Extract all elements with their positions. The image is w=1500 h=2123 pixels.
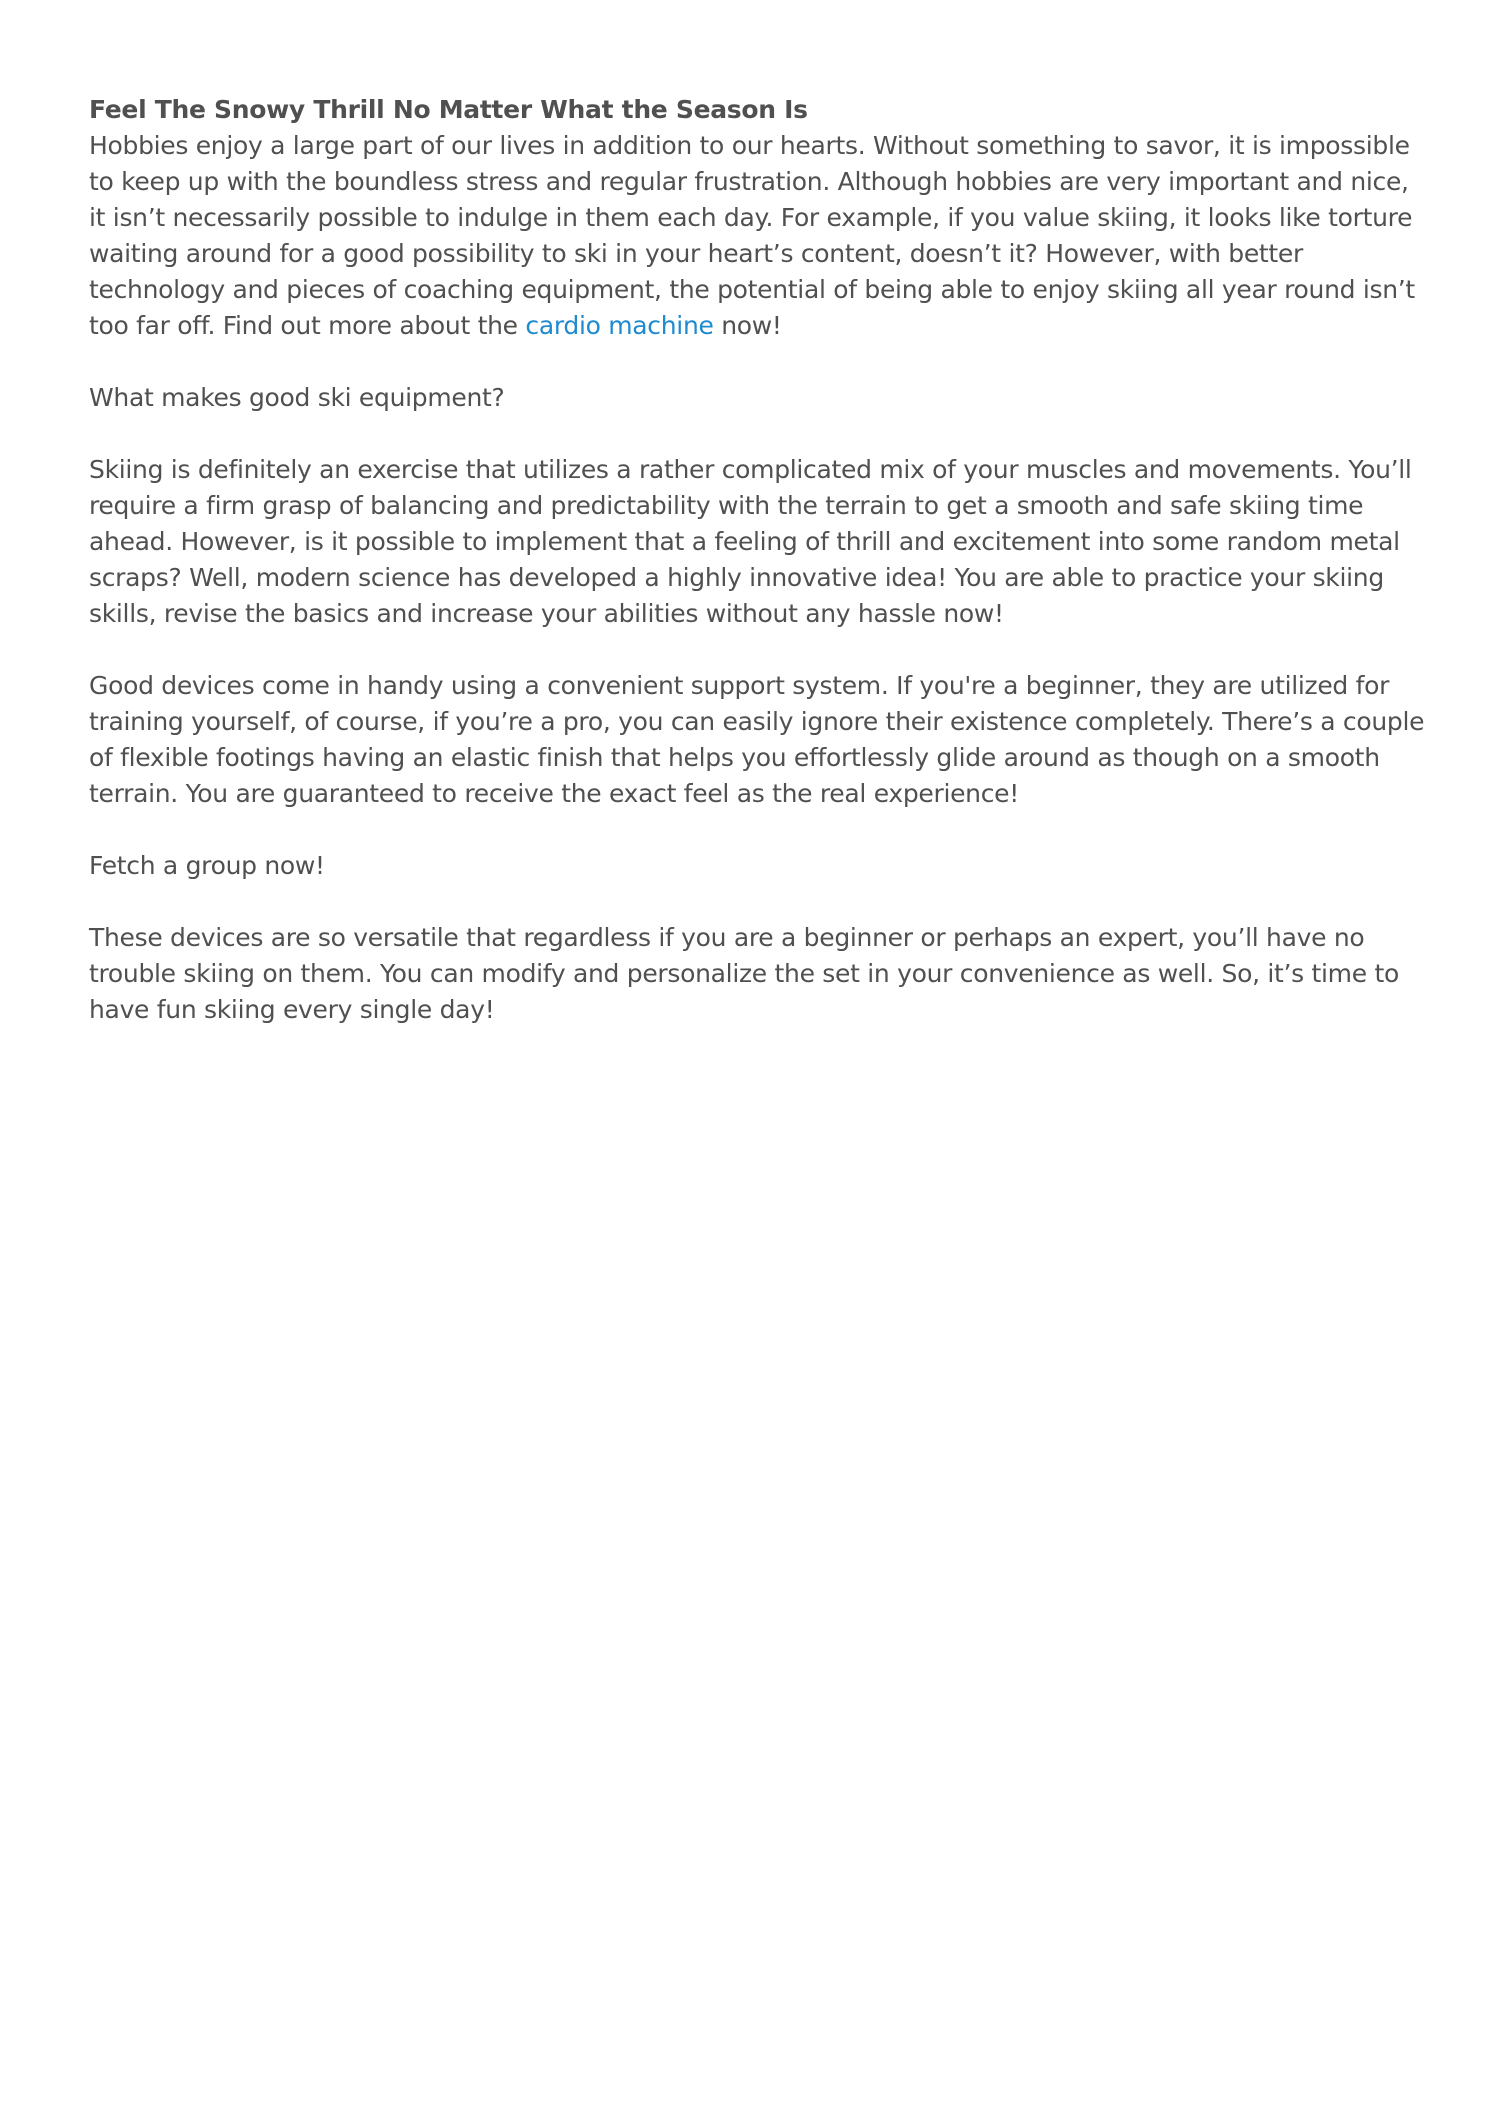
subheading-fetch-group: Fetch a group now! <box>89 851 325 880</box>
intro-text-after-link: now! <box>713 311 782 340</box>
cardio-machine-link[interactable]: cardio machine <box>525 311 714 340</box>
paragraph-good-devices: Good devices come in handy using a convenient support system. If you're a beginner, they are utilized for training yourself, of course, if you’re a pro, you can easily ignore their existence completely. There’s a couple of flexible footings having an elastic finish that helps you effortlessly glide around as though on a smooth terrain. You are guaranteed to receive the exact feel as the real experience! <box>89 671 1425 808</box>
intro-text-before-link: Hobbies enjoy a large part of our lives in addition to our hearts. Without something to savor, it is impossible to keep up with the boundless stress and regular frustration. Although hobbies are very important and nice, it isn’t necessarily possible to indulge in them each day. For example, if you value skiing, it looks like torture waiting around for a good possibility to ski in your heart’s content, doesn’t it? However, with better technology and pieces of coaching equipment, the potential of being able to enjoy skiing all year round isn’t too far off. Find out more about the <box>89 131 1415 340</box>
paragraph-versatile-devices: These devices are so versatile that regardless if you are a beginner or perhaps an expert, you’ll have no trouble skiing on them. You can modify and personalize the set in your convenience as well. So, it’s time to have fun skiing every single day! <box>89 923 1399 1024</box>
article-title: Feel The Snowy Thrill No Matter What the Season Is <box>89 95 808 124</box>
subheading-ski-equipment: What makes good ski equipment? <box>89 383 505 412</box>
article <box>89 92 1429 1028</box>
paragraph-skiing-exercise: Skiing is definitely an exercise that utilizes a rather complicated mix of your muscles and movements. You’ll require a firm grasp of balancing and predictability with the terrain to get a smooth and safe skiing time ahead. However, is it possible to implement that a feeling of thrill and excitement into some random metal scraps? Well, modern science has developed a highly innovative idea! You are able to practice your skiing skills, revise the basics and increase your abilities without any hassle now! <box>89 455 1412 628</box>
intro-paragraph <box>89 128 1429 344</box>
